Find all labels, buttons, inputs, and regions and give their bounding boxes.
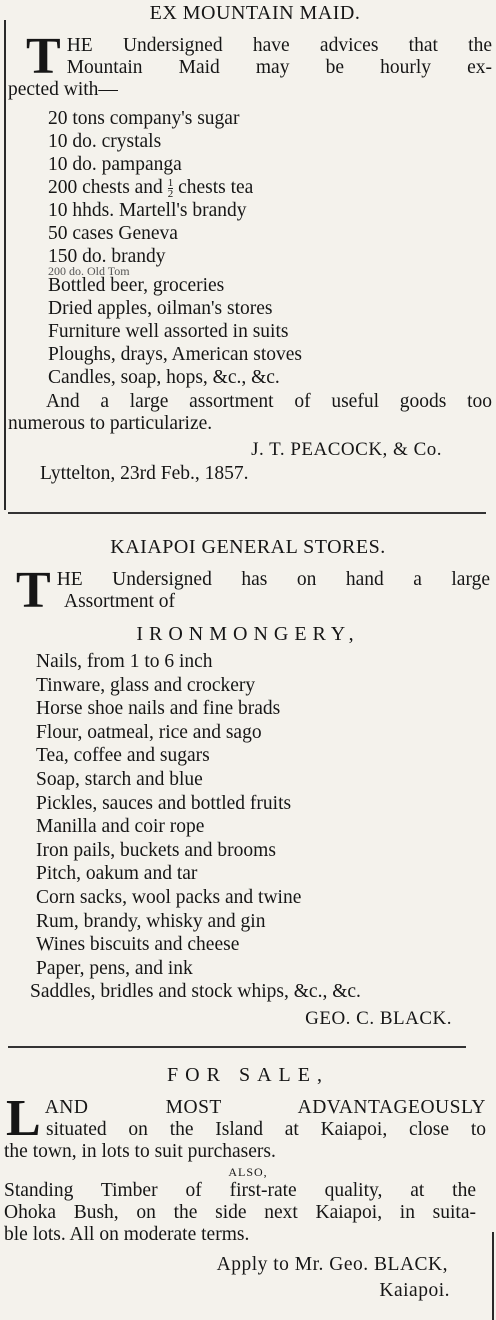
intro-line: HE Undersigned have advices that the (66, 35, 492, 56)
closing-line: numerous to particularize. (8, 413, 213, 435)
list-item: Pitch, oakum and tar (36, 863, 198, 885)
list-item: Ploughs, drays, American stoves (48, 344, 303, 366)
advert-heading: KAIAPOI GENERAL STORES. (110, 536, 386, 558)
tea-unit: chests tea (178, 177, 254, 198)
list-item: 10 do. crystals (48, 131, 162, 152)
advert-heading: EX MOUNTAIN MAID. (149, 2, 361, 24)
list-item: Flour, oatmeal, rice and sago (36, 721, 262, 743)
list-item: 20 tons company's sugar (48, 108, 240, 129)
advert-signature: GEO. C. BLACK. (305, 1007, 452, 1029)
list-item: Iron pails, buckets and brooms (36, 839, 276, 861)
list-item: Dried apples, oilman's stores (48, 298, 273, 320)
list-item-obscured: 200 do. Old Tom (48, 264, 130, 279)
list-item: Corn sacks, wool packs and twine (36, 886, 302, 908)
list-item: Soap, starch and blue (36, 768, 203, 790)
intro-line: HE Undersigned has on hand a large (56, 569, 490, 590)
advert-kaiapoi-stores (0, 536, 496, 1030)
advert-intro (6, 1090, 486, 1147)
place-line: Kaiapoi. (379, 1280, 450, 1301)
list-item: Rum, brandy, whisky and gin (36, 910, 266, 932)
also-label: ALSO, (228, 1165, 268, 1179)
list-item: Saddles, bridles and stock whips, &c., &c. (30, 981, 361, 1003)
item-list (30, 650, 496, 1004)
intro-line: situated on the Island at Kaiapoi, close to (46, 1119, 486, 1140)
closing-line: And a large assortment of useful goods too (46, 391, 492, 413)
intro-line: pected with— (8, 79, 118, 100)
divider (8, 512, 486, 514)
advert-signature: J. T. PEACOCK, & Co. (251, 439, 442, 461)
divider (8, 1046, 466, 1048)
intro-line: the town, in lots to suit purchasers. (4, 1141, 276, 1162)
list-item: Furniture well assorted in suits (48, 321, 289, 343)
intro-line: Mountain Maid may be hourly ex- (66, 57, 492, 78)
list-item: Manilla and coir rope (36, 816, 205, 838)
dateline: Lyttelton, 23rd Feb., 1857. (40, 463, 249, 485)
list-item: Wines biscuits and cheese (36, 934, 240, 956)
list-item: 150 do. brandy (48, 246, 166, 268)
apply-line: Apply to Mr. Geo. BLACK, (216, 1254, 448, 1275)
timber-line: ble lots. All on moderate terms. (4, 1224, 250, 1245)
list-item: Pickles, sauces and bottled fruits (36, 792, 292, 814)
list-item: Nails, from 1 to 6 inch (36, 651, 213, 672)
advert-intro (26, 28, 492, 85)
advert-subheading: IRONMONGERY, (136, 623, 360, 645)
list-item: Tinware, glass and crockery (36, 674, 256, 696)
timber-line: Ohoka Bush, on the side next Kaiapoi, in suita- (4, 1202, 476, 1223)
advert-heading: FOR SALE, (167, 1064, 329, 1086)
drop-cap: T (16, 562, 51, 619)
list-item: 50 cases Geneva (48, 223, 178, 245)
tea-quantity: 200 chests and (48, 177, 163, 198)
drop-cap: L (6, 1090, 41, 1147)
intro-line: AND MOST ADVANTAGEOUSLY (44, 1097, 486, 1118)
intro-line: Assortment of (64, 591, 176, 612)
list-item: Tea, coffee and sugars (36, 745, 210, 767)
timber-line: Standing Timber of first-rate quality, at the (4, 1180, 476, 1201)
list-item: 10 hhds. Martell's brandy (48, 200, 247, 222)
drop-cap: T (26, 28, 61, 85)
list-item: 10 do. pampanga (48, 154, 182, 175)
list-item: Horse shoe nails and fine brads (36, 698, 281, 720)
advert-intro (16, 562, 490, 619)
advert-for-sale (0, 1064, 496, 1302)
list-item (48, 176, 496, 199)
advert-mountain-maid (0, 2, 496, 485)
item-list (48, 107, 496, 389)
list-item: Paper, pens, and ink (36, 957, 193, 979)
list-item: Bottled beer, groceries (48, 275, 225, 297)
list-item: Candles, soap, hops, &c., &c. (48, 367, 280, 389)
fraction-half: $\frac{1}{2}$ (167, 177, 174, 201)
